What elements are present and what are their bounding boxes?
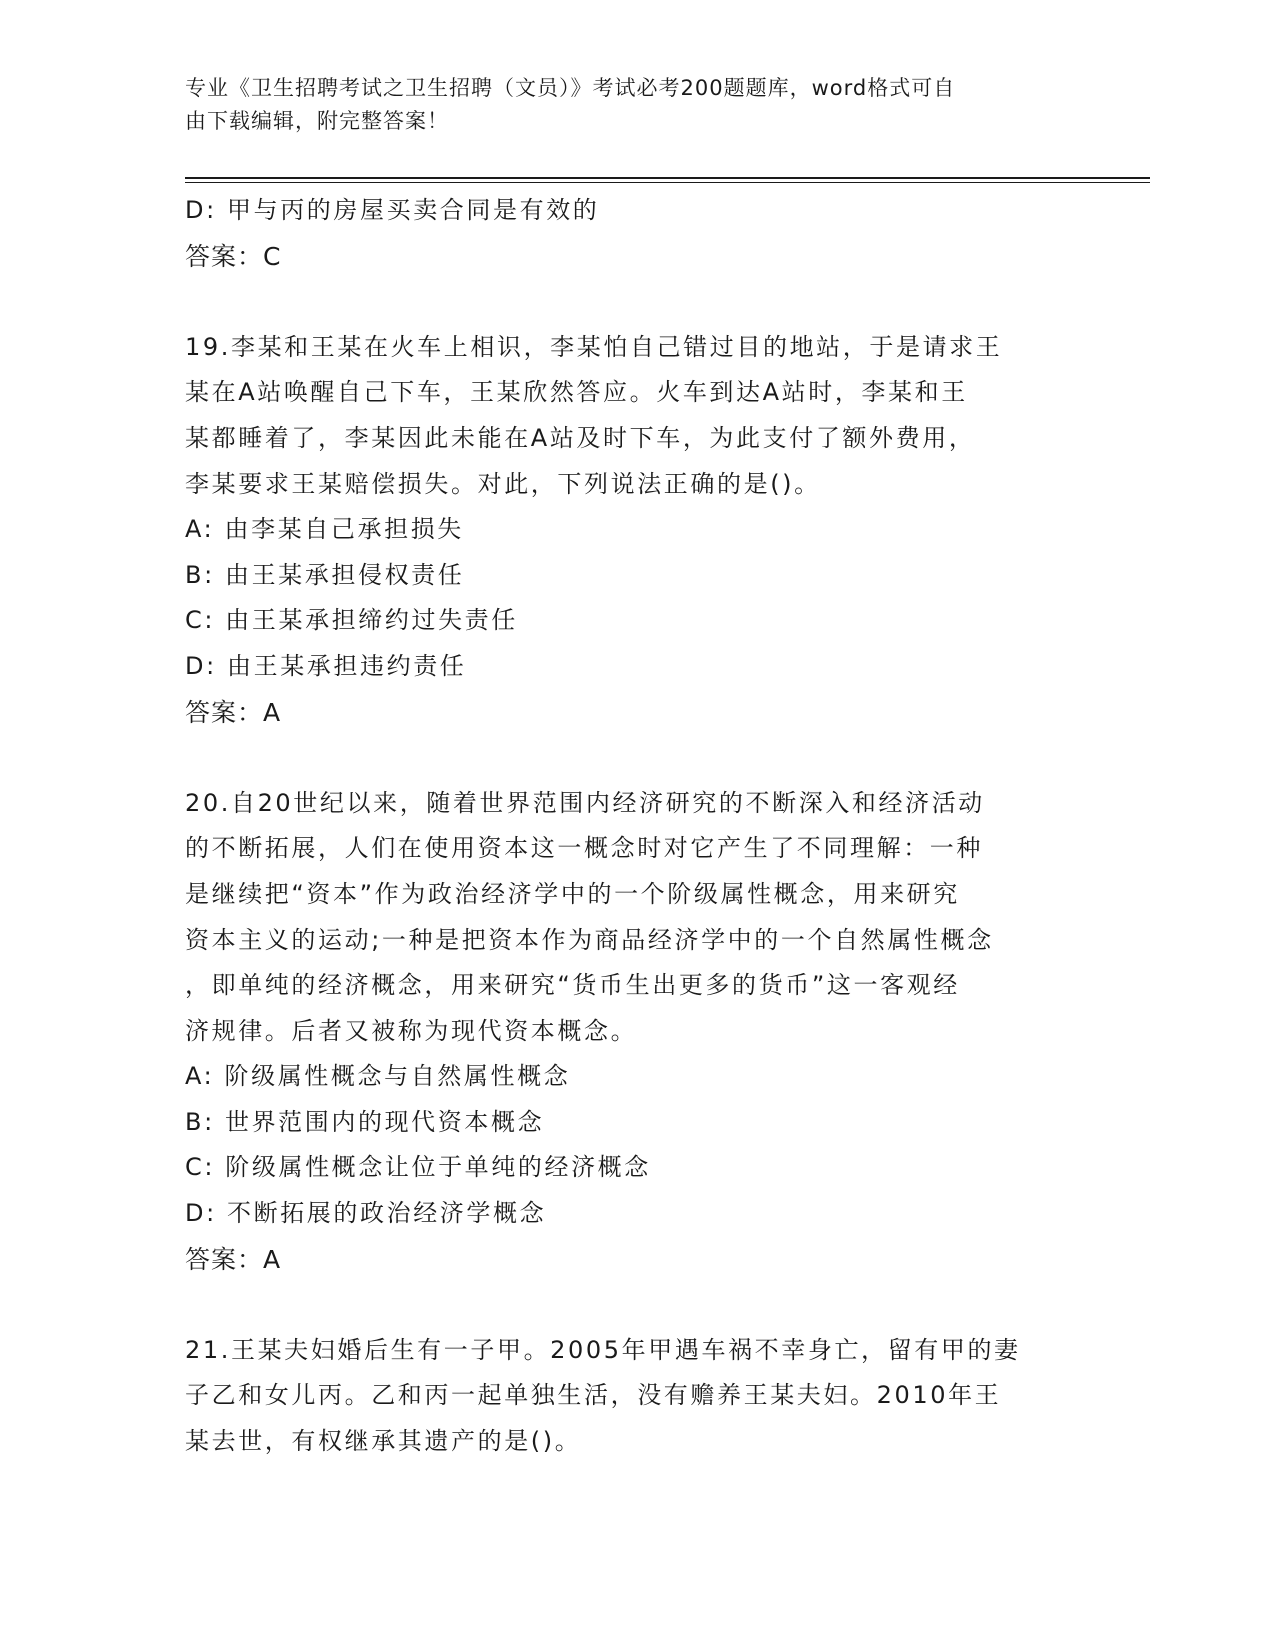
- question-text-line: 某都睡着了，李某因此未能在A站及时下车，为此支付了额外费用，: [185, 423, 976, 452]
- question-18-tail: [185, 188, 1085, 279]
- question-text-line: 某在A站唤醒自己下车，王某欣然答应。火车到达A站时，李某和王: [185, 378, 968, 407]
- question-text-line: 资本主义的运动;一种是把资本作为商品经济学中的一个自然属性概念: [185, 925, 994, 954]
- document-header: [185, 72, 1065, 138]
- option-b: B: 世界范围内的现代资本概念: [185, 1107, 545, 1136]
- question-21: [185, 1328, 1085, 1465]
- spacer: [185, 735, 1085, 781]
- option-d: D: 不断拓展的政治经济学概念: [185, 1199, 547, 1228]
- option-a: A: 阶级属性概念与自然属性概念: [185, 1062, 571, 1091]
- answer: 答案：C: [185, 241, 282, 271]
- header-line-1: 专业《卫生招聘考试之卫生招聘（文员）》考试必考200题题库，word格式可自: [185, 76, 956, 100]
- option-d: D: 甲与丙的房屋买卖合同是有效的: [185, 196, 600, 224]
- header-divider-thin: [185, 182, 1150, 183]
- answer: 答案：A: [185, 1244, 282, 1274]
- question-19: [185, 325, 1085, 735]
- question-text-line: 21.王某夫妇婚后生有一子甲。2005年甲遇车祸不幸身亡，留有甲的妻: [185, 1335, 1021, 1364]
- question-text-line: 是继续把“资本”作为政治经济学中的一个阶级属性概念，用来研究: [185, 879, 960, 908]
- option-a: A: 由李某自己承担损失: [185, 515, 464, 544]
- header-divider-thick: [185, 177, 1150, 179]
- spacer: [185, 1282, 1085, 1328]
- answer: 答案：A: [185, 697, 282, 727]
- header-line-2: 由下载编辑，附完整答案！: [185, 109, 449, 133]
- question-text-line: 李某要求王某赔偿损失。对此，下列说法正确的是()。: [185, 469, 821, 498]
- question-text-line: 19.李某和王某在火车上相识，李某怕自己错过目的地站，于是请求王: [185, 332, 1003, 361]
- question-text-line: ，即单纯的经济概念，用来研究“货币生出更多的货币”这一客观经: [185, 971, 960, 1000]
- question-text-line: 济规律。后者又被称为现代资本概念。: [185, 1016, 638, 1045]
- question-text-line: 某去世，有权继承其遗产的是()。: [185, 1427, 582, 1456]
- question-text-line: 的不断拓展，人们在使用资本这一概念时对它产生了不同理解：一种: [185, 834, 983, 863]
- question-text-line: 子乙和女儿丙。乙和丙一起单独生活，没有赡养王某夫妇。2010年王: [185, 1381, 1002, 1410]
- option-b: B: 由王某承担侵权责任: [185, 560, 465, 589]
- question-text-line: 20.自20世纪以来，随着世界范围内经济研究的不断深入和经济活动: [185, 788, 985, 817]
- spacer: [185, 279, 1085, 325]
- option-c: C: 由王某承担缔约过失责任: [185, 606, 518, 635]
- question-20: [185, 781, 1085, 1283]
- document-body: [185, 188, 1085, 1465]
- option-d: D: 由王某承担违约责任: [185, 651, 467, 680]
- option-c: C: 阶级属性概念让位于单纯的经济概念: [185, 1153, 651, 1182]
